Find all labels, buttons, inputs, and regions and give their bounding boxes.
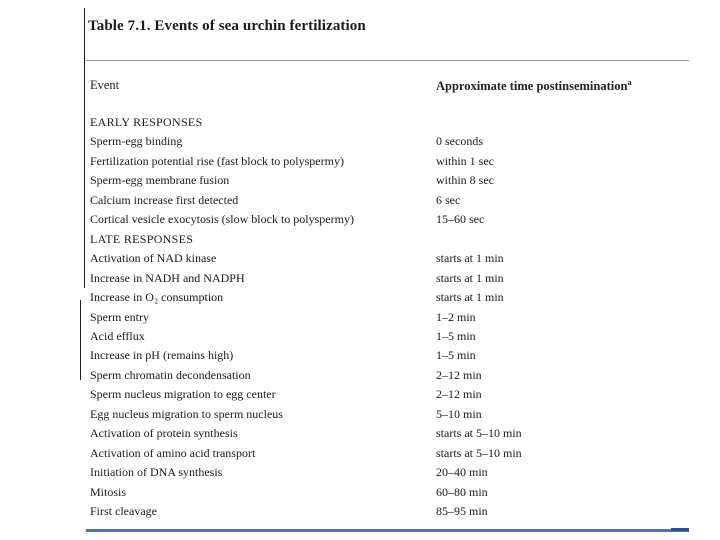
time-cell: starts at 1 min xyxy=(436,270,504,285)
header-top-rule xyxy=(86,60,689,61)
event-cell: Calcium increase first detected xyxy=(90,192,239,207)
table-row xyxy=(0,269,720,288)
time-cell: 2–12 min xyxy=(436,387,482,402)
time-cell: starts at 1 min xyxy=(436,290,504,305)
time-cell: within 8 sec xyxy=(436,173,494,188)
table-row xyxy=(0,171,720,190)
column-header-footnote: a xyxy=(627,78,632,87)
event-cell: Initiation of DNA synthesis xyxy=(90,465,223,480)
event-cell: Increase in pH (remains high) xyxy=(90,348,234,363)
table-row xyxy=(0,288,720,307)
time-cell: 0 seconds xyxy=(436,134,483,149)
event-cell: Sperm chromatin decondensation xyxy=(90,367,251,382)
table-row xyxy=(0,483,720,502)
table-row xyxy=(0,405,720,424)
event-cell: Sperm entry xyxy=(90,309,149,324)
column-header-time-label: Approximate time postinsemination xyxy=(436,79,628,94)
time-cell: 1–5 min xyxy=(436,348,476,363)
column-header-time xyxy=(436,78,631,94)
table-row xyxy=(0,463,720,482)
time-cell: 5–10 min xyxy=(436,406,482,421)
event-cell: Egg nucleus migration to sperm nucleus xyxy=(90,406,283,421)
table-row xyxy=(0,152,720,171)
table-row xyxy=(0,249,720,268)
event-cell: Acid efflux xyxy=(90,328,145,343)
event-cell: Cortical vesicle exocytosis (slow block to polyspermy) xyxy=(90,212,354,227)
table-row xyxy=(0,424,720,443)
time-cell: starts at 5–10 min xyxy=(436,426,522,441)
event-cell: Activation of amino acid transport xyxy=(90,445,256,460)
table-row xyxy=(0,346,720,365)
column-header-event: Event xyxy=(90,78,120,92)
event-cell: Sperm-egg membrane fusion xyxy=(90,173,230,188)
table-row xyxy=(0,366,720,385)
table-row xyxy=(0,385,720,404)
table-row xyxy=(0,444,720,463)
time-cell: within 1 sec xyxy=(436,153,494,168)
time-cell: 1–2 min xyxy=(436,309,476,324)
event-cell: First cleavage xyxy=(90,504,157,518)
table-row xyxy=(0,308,720,327)
time-cell: 2–12 min xyxy=(436,367,482,382)
time-cell: starts at 1 min xyxy=(436,251,504,266)
slide-bottom-bar xyxy=(86,529,689,532)
table-row xyxy=(0,327,720,346)
event-cell: Increase in O₂ consumption xyxy=(90,290,224,305)
event-cell: Activation of protein synthesis xyxy=(90,426,238,441)
section-header-row xyxy=(0,230,720,249)
time-cell: 85–95 min xyxy=(436,504,488,518)
time-cell: starts at 5–10 min xyxy=(436,445,522,460)
table-row xyxy=(0,191,720,210)
time-cell: 1–5 min xyxy=(436,328,476,343)
section-label: LATE RESPONSES xyxy=(90,231,194,246)
section-label: EARLY RESPONSES xyxy=(90,115,203,129)
event-cell: Increase in NADH and NADPH xyxy=(90,270,245,285)
table-row xyxy=(0,132,720,151)
time-cell: 15–60 sec xyxy=(436,212,485,227)
event-cell: Sperm-egg binding xyxy=(90,134,183,149)
time-cell: 6 sec xyxy=(436,192,461,207)
section-header-row xyxy=(0,113,720,132)
time-cell: 60–80 min xyxy=(436,484,488,499)
event-cell: Activation of NAD kinase xyxy=(90,251,217,266)
slide-corner-accent xyxy=(671,528,689,531)
time-cell: 20–40 min xyxy=(436,465,488,480)
table-title: Table 7.1. Events of sea urchin fertilization xyxy=(88,18,366,34)
table-row xyxy=(0,210,720,229)
event-cell: Mitosis xyxy=(90,484,127,499)
table-row xyxy=(0,502,720,521)
event-cell: Sperm nucleus migration to egg center xyxy=(90,387,276,402)
event-cell: Fertilization potential rise (fast block to polyspermy) xyxy=(90,153,344,168)
